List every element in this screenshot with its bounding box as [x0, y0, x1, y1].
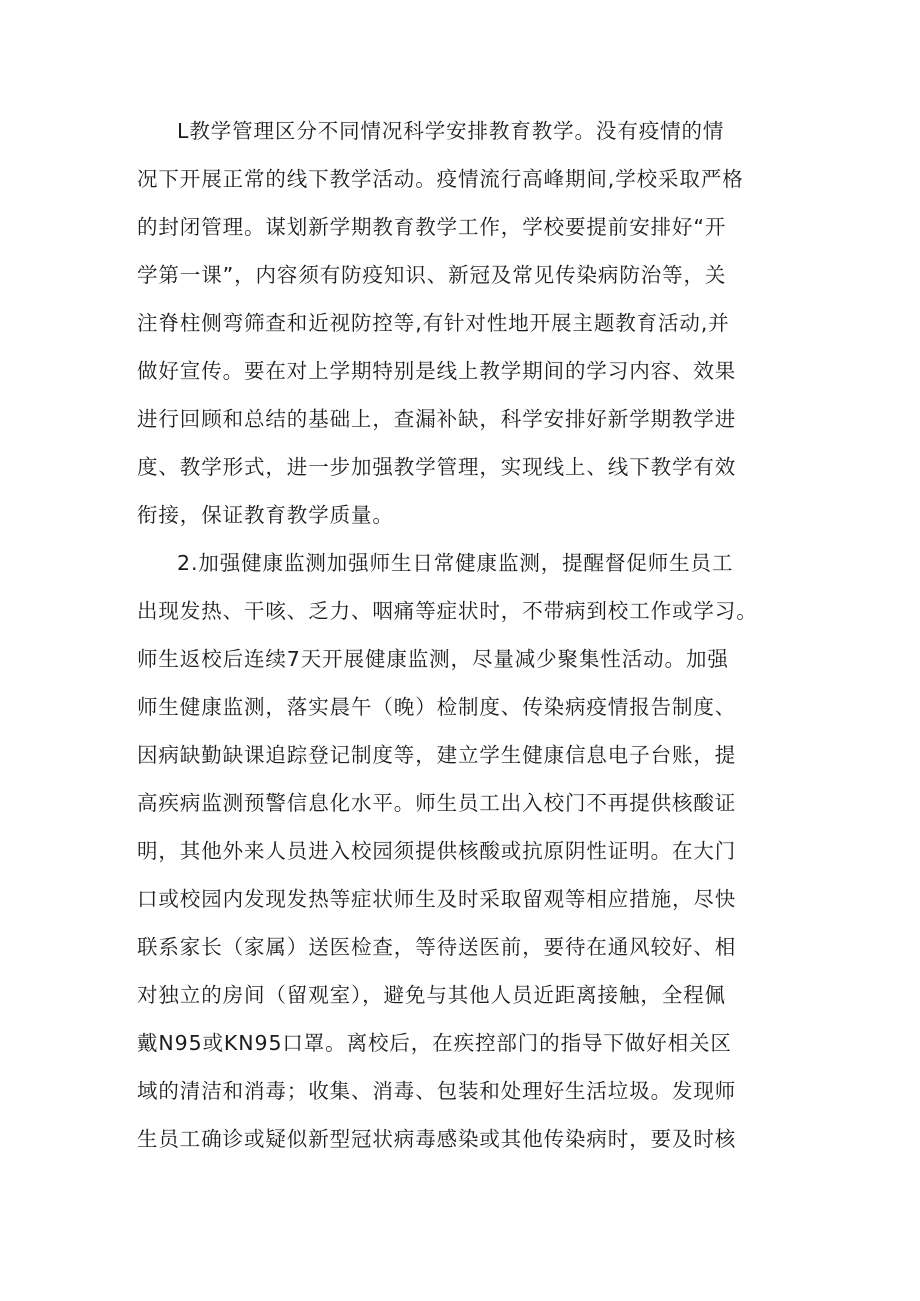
paragraph-2-line-6: 高疾病监测预警信息化水平。师生员工出入校门不再提供核酸证 — [137, 791, 737, 815]
paragraph-2-line-13: 生员工确诊或疑似新型冠状病毒感染或其他传染病时，要及时核 — [137, 1127, 737, 1151]
paragraph-2-line-1: 2.加强健康监测加强师生日常健康监测，提醒督促师生员工 — [177, 551, 734, 575]
paragraph-2-line-12: 域的清洁和消毒；收集、消毒、包装和处理好生活垃圾。发现师 — [137, 1079, 737, 1103]
paragraph-2-line-9: 联系家长（家属）送医检查，等待送医前，要待在通风较好、相 — [137, 935, 737, 959]
paragraph-1-line-8: 度、教学形式，进一步加强教学管理，实现线上、线下教学有效 — [137, 455, 737, 479]
paragraph-1-line-5: 注脊柱侧弯筛查和近视防控等,有针对性地开展主题教育活动,并 — [137, 311, 730, 335]
paragraph-1-line-7: 进行回顾和总结的基础上，查漏补缺，科学安排好新学期教学进 — [137, 407, 737, 431]
paragraph-2-line-8: 口或校园内发现发热等症状师生及时采取留观等相应措施，尽快 — [137, 887, 737, 911]
paragraph-2-line-4: 师生健康监测，落实晨午（晚）检制度、传染病疫情报告制度、 — [137, 695, 737, 719]
paragraph-1-line-4: 学第一课”，内容须有防疫知识、新冠及常见传染病防治等，关 — [137, 263, 727, 287]
paragraph-1-line-2: 况下开展正常的线下教学活动。疫情流行高峰期间,学校采取严格 — [137, 167, 744, 191]
paragraph-2-line-2: 出现发热、干咳、乏力、咽痛等症状时，不带病到校工作或学习。 — [137, 599, 758, 623]
paragraph-2-line-7: 明，其他外来人员进入校园须提供核酸或抗原阴性证明。在大门 — [137, 839, 737, 863]
paragraph-2-line-3: 师生返校后连续7天开展健康监测，尽量减少聚集性活动。加强 — [137, 647, 729, 671]
paragraph-1-line-3: 的封闭管理。谋划新学期教育教学工作，学校要提前安排好“开 — [137, 215, 727, 239]
paragraph-1-line-9: 衔接，保证教育教学质量。 — [137, 503, 394, 527]
paragraph-1-line-1: L教学管理区分不同情况科学安排教育教学。没有疫情的情 — [177, 119, 725, 143]
paragraph-2-line-10: 对独立的房间（留观室），避免与其他人员近距离接触，全程佩 — [137, 983, 726, 1007]
paragraph-2-line-11: 戴N95或KN95口罩。离校后，在疾控部门的指导下做好相关区 — [137, 1031, 732, 1055]
paragraph-1-line-6: 做好宣传。要在对上学期特别是线上教学期间的学习内容、效果 — [137, 359, 737, 383]
paragraph-2-line-5: 因病缺勤缺课追踪登记制度等，建立学生健康信息电子台账，提 — [137, 743, 737, 767]
